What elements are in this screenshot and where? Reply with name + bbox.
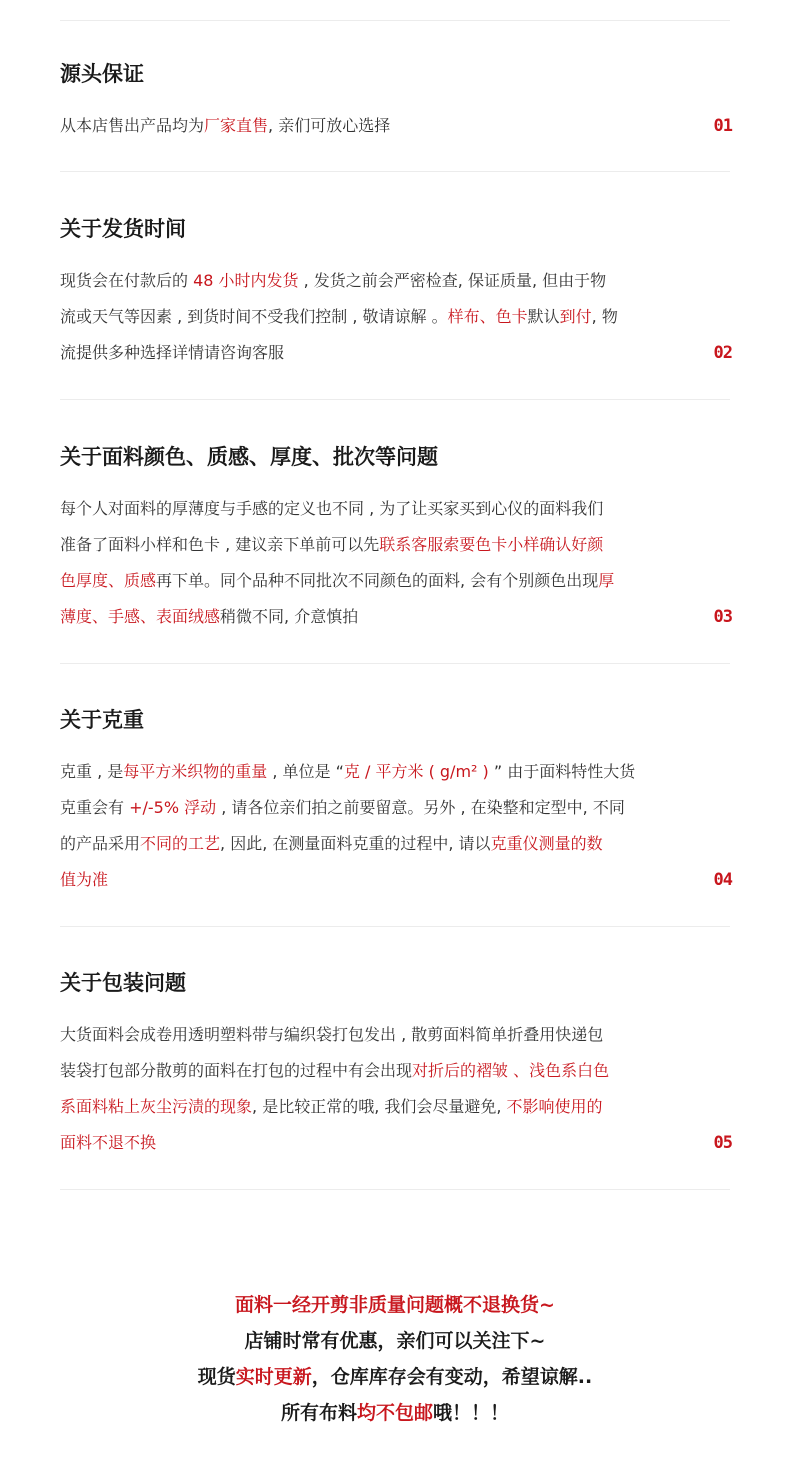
- body-text: 准备了面料小样和色卡 , 建议亲下单前可以先: [60, 535, 380, 554]
- body-text: 每个人对面料的厚薄度与手感的定义也不同 , 为了让买家买到心仪的面料我们: [60, 499, 604, 518]
- divider: [60, 20, 730, 21]
- highlight-text: 克 / 平方米 ( g/m² ): [343, 762, 489, 781]
- text-line: [60, 108, 660, 144]
- body-text: 大货面料会成卷用透明塑料带与编织袋打包发出 , 散剪面料简单折叠用快递包: [60, 1025, 604, 1044]
- body-text: 哦！！！: [433, 1402, 510, 1424]
- text-line: [60, 1017, 660, 1053]
- section-number: 01: [713, 116, 732, 136]
- text-line: [0, 1323, 790, 1359]
- highlight-text: 色厚度、质感: [60, 571, 157, 590]
- text-line: [60, 299, 660, 335]
- section-title: 源头保证: [60, 62, 144, 86]
- body-text: , 亲们可放心选择: [268, 116, 391, 135]
- body-text: ，仓库库存会有变动，希望谅解..: [311, 1366, 593, 1388]
- divider: [60, 399, 730, 400]
- text-line: [60, 527, 660, 563]
- highlight-text: 联系客服索要色卡小样确认好颜: [379, 535, 604, 554]
- body-text: 克重 , 是: [60, 762, 124, 781]
- text-line: [60, 563, 660, 599]
- highlight-text: 到付: [559, 307, 592, 326]
- section-body: [60, 491, 660, 635]
- text-line: [60, 790, 660, 826]
- body-text: , 因此, 在测量面料克重的过程中, 请以: [220, 834, 491, 853]
- body-text: ” 由于面料特性大货: [488, 762, 636, 781]
- highlight-text: 每平方米织物的重量: [123, 762, 268, 781]
- section-shipping-time: [60, 215, 732, 371]
- text-line: [60, 1053, 660, 1089]
- section-body: [60, 754, 660, 898]
- section-number: 02: [713, 343, 732, 363]
- section-number: 05: [713, 1133, 732, 1153]
- footer-notice: [0, 1287, 790, 1431]
- text-line: [60, 335, 660, 371]
- section-number: 03: [713, 607, 732, 627]
- divider: [60, 171, 730, 172]
- highlight-text: 不同的工艺: [140, 834, 221, 853]
- section-body: [60, 108, 660, 144]
- text-line: [60, 754, 660, 790]
- text-line: [60, 491, 660, 527]
- body-text: , 物: [591, 307, 618, 326]
- text-line: [0, 1395, 790, 1431]
- highlight-text: 厚: [598, 571, 615, 590]
- highlight-text: 面料不退不换: [60, 1133, 157, 1152]
- text-line: [60, 862, 660, 898]
- highlight-text: 厂家直售: [204, 116, 269, 135]
- divider: [60, 1189, 730, 1190]
- body-text: 流或天气等因素 , 到货时间不受我们控制 , 敬请谅解 。: [60, 307, 448, 326]
- highlight-text: 值为准: [60, 870, 109, 889]
- text-line: [0, 1359, 790, 1395]
- highlight-text: 均不包邮: [356, 1402, 433, 1424]
- body-text: 稍微不同, 介意慎拍: [220, 607, 359, 626]
- body-text: 再下单。同个品种不同批次不同颜色的面料, 会有个别颜色出现: [156, 571, 599, 590]
- section-title: 关于面料颜色、质感、厚度、批次等问题: [60, 445, 438, 469]
- body-text: 流提供多种选择详情请咨询客服: [60, 343, 285, 362]
- highlight-text: 面料一经开剪非质量问题概不退换货~: [235, 1294, 555, 1316]
- highlight-text: 不影响使用的: [506, 1097, 603, 1116]
- highlight-text: 实时更新: [235, 1366, 312, 1388]
- divider: [60, 926, 730, 927]
- body-text: , 请各位亲们拍之前要留意。另外 , 在染整和定型中, 不同: [216, 798, 625, 817]
- highlight-text: +/-5% 浮动: [129, 798, 217, 817]
- body-text: , 单位是 “: [267, 762, 344, 781]
- text-line: [0, 1287, 790, 1323]
- section-number: 04: [713, 870, 732, 890]
- text-line: [60, 1125, 660, 1161]
- body-text: 现货会在付款后的: [60, 271, 194, 290]
- section-title: 关于包装问题: [60, 971, 186, 995]
- body-text: 装袋打包部分散剪的面料在打包的过程中有会出现: [60, 1061, 413, 1080]
- highlight-text: 48 小时内发货: [193, 271, 299, 290]
- section-weight: [60, 706, 732, 898]
- section-source-guarantee: [60, 60, 732, 144]
- body-text: 的产品采用: [60, 834, 141, 853]
- section-title: 关于克重: [60, 708, 144, 732]
- body-text: 店铺时常有优惠，亲们可以关注下~: [244, 1330, 546, 1352]
- body-text: , 是比较正常的哦, 我们会尽量避免,: [252, 1097, 507, 1116]
- text-line: [60, 1089, 660, 1125]
- section-packaging: [60, 969, 732, 1161]
- section-body: [60, 1017, 660, 1161]
- text-line: [60, 263, 660, 299]
- highlight-text: 克重仪测量的数: [490, 834, 603, 853]
- body-text: 从本店售出产品均为: [60, 116, 205, 135]
- highlight-text: 薄度、手感、表面绒感: [60, 607, 221, 626]
- body-text: 默认: [527, 307, 560, 326]
- text-line: [60, 826, 660, 862]
- section-title: 关于发货时间: [60, 217, 186, 241]
- body-text: 克重会有: [60, 798, 130, 817]
- body-text: 所有布料: [280, 1402, 357, 1424]
- section-fabric-quality: [60, 443, 732, 635]
- body-text: , 发货之前会严密检查, 保证质量, 但由于物: [298, 271, 607, 290]
- highlight-text: 样布、色卡: [447, 307, 528, 326]
- highlight-text: 对折后的褶皱 、浅色系白色: [412, 1061, 610, 1080]
- section-body: [60, 263, 660, 371]
- highlight-text: 系面料粘上灰尘污渍的现象: [60, 1097, 253, 1116]
- divider: [60, 663, 730, 664]
- body-text: 现货: [197, 1366, 236, 1388]
- text-line: [60, 599, 660, 635]
